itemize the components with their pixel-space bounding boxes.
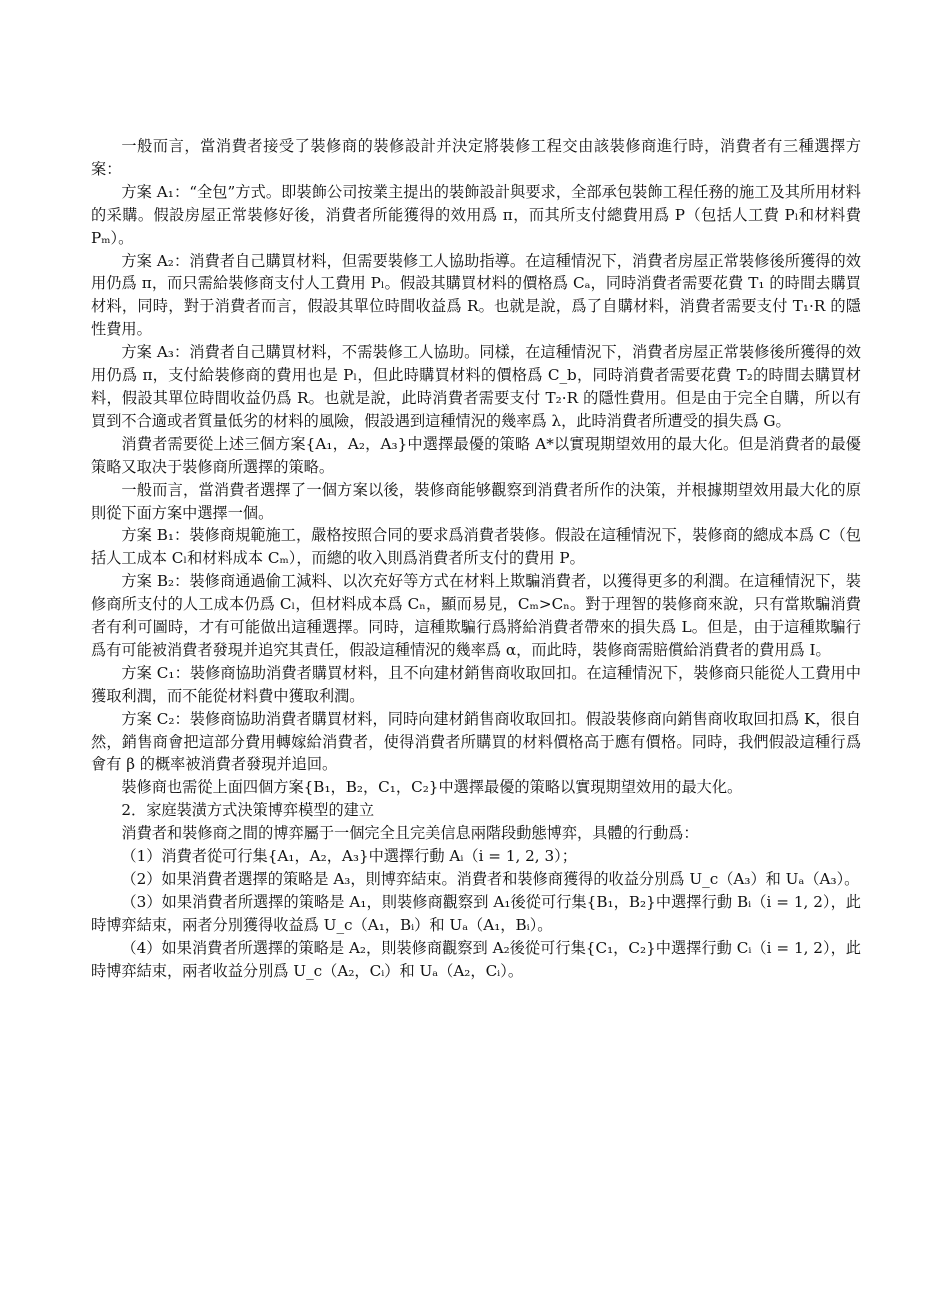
paragraph: 方案 C₁：裝修商協助消費者購買材料，且不向建材銷售商收取回扣。在這種情況下，裝修商只能從人工費用中獲取利潤，而不能從材料費中獲取利潤。 xyxy=(91,663,861,705)
paragraph: 裝修商也需從上面四個方案{B₁，B₂，C₁，C₂}中選擇最優的策略以實現期望效用的最大化。 xyxy=(121,778,743,797)
paragraph: 方案 A₃：消費者自己購買材料，不需裝修工人協助。同樣，在這種情況下，消費者房屋正常裝修後所獲得的效用仍爲 π，支付給裝修商的費用也是 Pₗ，但此時購買材料的價格爲 C_b，同時消費者需要花費 T₂的時間去購買材料，假設其單位時間收益仍爲 R。也就是說，此時消費者需要支付 T₂·R 的隱性費用。但是由于完全自購，所以有買到不合適或者質量低劣的材料的風險，假設遇到這種情況的幾率爲 λ，此時消費者所遭受的損失爲 G。 xyxy=(91,343,861,430)
paragraph: 消費者和裝修商之間的博弈屬于一個完全且完美信息兩階段動態博弈，具體的行動爲： xyxy=(121,824,699,843)
list-item: （4）如果消費者所選擇的策略是 A₂，則裝修商觀察到 A₂後從可行集{C₁，C₂}中選擇行動 Cᵢ（i = 1, 2），此時博弈結束，兩者收益分別爲 U_c（A₂，Cᵢ）和 Uₐ（A₂，Cᵢ）。 xyxy=(91,938,861,980)
paragraph: 方案 B₁：裝修商規範施工，嚴格按照合同的要求爲消費者裝修。假設在這種情況下，裝修商的總成本爲 C（包括人工成本 Cₗ和材料成本 Cₘ），而總的收入則爲消費者所支付的費用 P。 xyxy=(91,526,861,568)
paragraph: 消費者需要從上述三個方案{A₁，A₂，A₃}中選擇最優的策略 A*以實現期望效用的最大化。但是消費者的最優策略又取决于裝修商所選擇的策略。 xyxy=(91,434,861,476)
paragraph: 方案 C₂：裝修商協助消費者購買材料，同時向建材銷售商收取回扣。假設裝修商向銷售商收取回扣爲 K，很自然，銷售商會把這部分費用轉嫁給消費者，使得消費者所購買的材料價格高于應有價格。同時，我們假設這種行爲會有 β 的概率被消費者發現并追回。 xyxy=(91,709,861,774)
section-heading: 2．家庭裝潢方式決策博弈模型的建立 xyxy=(121,801,375,820)
list-item: （1）消費者從可行集{A₁，A₂，A₃}中選擇行動 Aᵢ（i = 1, 2, 3）； xyxy=(121,847,577,866)
list-item: （3）如果消費者所選擇的策略是 A₁，則裝修商觀察到 A₁後從可行集{B₁，B₂}中選擇行動 Bᵢ（i = 1, 2），此時博弈結束，兩者分別獲得收益爲 U_c（A₁，Bᵢ）和 Uₐ（A₁，Bᵢ）。 xyxy=(91,892,861,934)
paragraph: 一般而言，當消費者選擇了一個方案以後，裝修商能够觀察到消費者所作的決策，并根據期望效用最大化的原則從下面方案中選擇一個。 xyxy=(91,480,861,522)
paragraph: 方案 A₁：“全包”方式。即裝飾公司按業主提出的裝飾設計與要求，全部承包裝飾工程任務的施工及其所用材料的采購。假設房屋正常裝修好後，消費者所能獲得的效用爲 π，而其所支付總費用爲 P（包括人工費 Pₗ和材料費 Pₘ）。 xyxy=(91,182,861,247)
paragraph: 一般而言，當消費者接受了裝修商的裝修設計并決定將裝修工程交由該裝修商進行時，消費者有三種選擇方案： xyxy=(91,137,861,178)
document-body xyxy=(91,135,861,983)
list-item: （2）如果消費者選擇的策略是 A₃，則博弈結束。消費者和裝修商獲得的收益分別爲 U_c（A₃）和 Uₐ（A₃）。 xyxy=(121,870,860,888)
paragraph: 方案 B₂：裝修商通過偷工減料、以次充好等方式在材料上欺騙消費者，以獲得更多的利潤。在這種情況下，裝修商所支付的人工成本仍爲 Cₗ，但材料成本爲 Cₙ，顯而易見，Cₘ>Cₙ。對于理智的裝修商來說，只有當欺騙消費者有利可圖時，才有可能做出這種選擇。同時，這種欺騙行爲將給消費者帶來的損失爲 L。但是，由于這種欺騙行爲有可能被消費者發現并追究其責任，假設這種情況的幾率爲 α，而此時，裝修商需賠償給消費者的費用爲 I。 xyxy=(91,572,861,659)
paragraph: 方案 A₂：消費者自己購買材料，但需要裝修工人協助指導。在這種情況下，消費者房屋正常裝修後所獲得的效用仍爲 π，而只需給裝修商支付人工費用 Pₗ。假設其購買材料的價格爲 Cₐ，同時消費者需要花費 T₁ 的時間去購買材料，同時，對于消費者而言，假設其單位時間收益爲 R。也就是說，爲了自購材料，消費者需要支付 T₁·R 的隱性費用。 xyxy=(91,251,861,339)
